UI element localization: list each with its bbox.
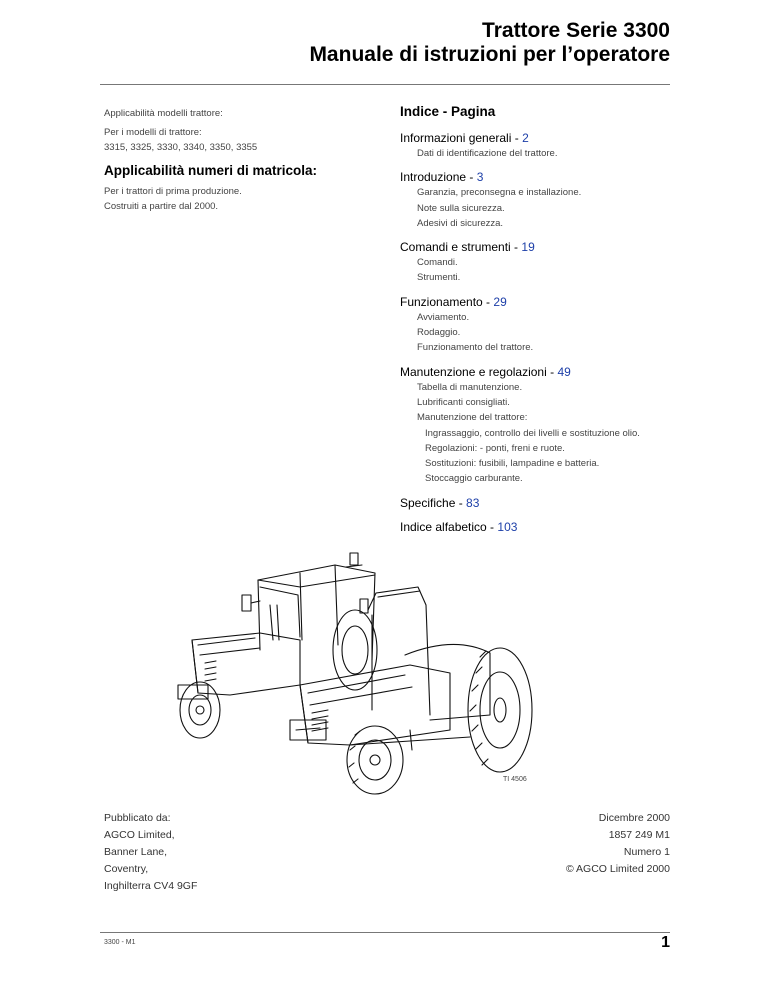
toc-entry-label: Manutenzione e regolazioni - bbox=[400, 364, 558, 379]
footer-doc-code: 3300 - M1 bbox=[104, 939, 136, 946]
models-list: 3315, 3325, 3330, 3340, 3350, 3355 bbox=[104, 142, 258, 153]
copyright: © AGCO Limited 2000 bbox=[565, 863, 670, 875]
models-intro: Per i modelli di trattore: bbox=[104, 127, 202, 138]
toc-entry[interactable] bbox=[400, 169, 700, 185]
illustration-label: TI 4506 bbox=[503, 776, 527, 783]
toc-subitem: Manutenzione del trattore: bbox=[417, 412, 528, 424]
toc-subsubitem: Ingrassaggio, controllo dei livelli e sostituzione olio. bbox=[425, 427, 640, 439]
toc-subitem: Lubrificanti consigliati. bbox=[417, 396, 510, 408]
toc-subsubitem: Regolazioni: - ponti, freni e ruote. bbox=[425, 442, 565, 454]
toc-page-link[interactable]: 3 bbox=[476, 170, 484, 185]
publication-code: 1857 249 M1 bbox=[608, 829, 670, 841]
toc-subitem: Strumenti. bbox=[417, 272, 461, 284]
toc-entry[interactable] bbox=[400, 130, 700, 146]
tractor-back bbox=[178, 553, 377, 738]
toc-subitem: Dati di identificazione del trattore. bbox=[417, 148, 558, 159]
document-title bbox=[309, 19, 670, 67]
toc-entry[interactable] bbox=[400, 239, 700, 255]
toc-entry-label: Comandi e strumenti - bbox=[400, 240, 522, 255]
serial-heading: Applicabilità numeri di matricola: bbox=[104, 163, 318, 178]
title-line-1: Trattore Serie 3300 bbox=[482, 19, 670, 42]
serial-line-2: Costruiti a partire dal 2000. bbox=[104, 201, 219, 212]
toc-section bbox=[400, 519, 700, 535]
page-number: 1 bbox=[661, 934, 670, 951]
toc-entry[interactable] bbox=[400, 364, 700, 380]
toc-subsubitem: Stoccaggio carburante. bbox=[425, 473, 523, 485]
toc-page-link[interactable]: 29 bbox=[493, 294, 507, 309]
publisher-line: Inghilterra CV4 9GF bbox=[104, 880, 198, 892]
toc-title: Indice - Pagina bbox=[400, 104, 496, 119]
toc-section bbox=[400, 169, 700, 231]
toc-entry-label: Introduzione - bbox=[400, 170, 477, 185]
toc-subitem: Avviamento. bbox=[417, 311, 470, 323]
tractor-front bbox=[290, 587, 532, 794]
toc-section bbox=[400, 130, 700, 161]
toc-entry[interactable] bbox=[400, 294, 700, 310]
toc-page-link[interactable]: 83 bbox=[466, 495, 480, 510]
publisher-line: Banner Lane, bbox=[104, 846, 168, 858]
publication-number: Numero 1 bbox=[623, 846, 670, 858]
toc-subitem: Note sulla sicurezza. bbox=[417, 202, 505, 214]
toc-subitem: Adesivi di sicurezza. bbox=[417, 217, 504, 229]
bottom-divider bbox=[100, 932, 670, 933]
toc-entry[interactable] bbox=[400, 519, 700, 535]
toc-subitem: Garanzia, preconsegna e installazione. bbox=[417, 187, 582, 199]
top-divider bbox=[100, 84, 670, 85]
table-of-contents bbox=[400, 104, 700, 543]
toc-entry-label: Indice alfabetico - bbox=[400, 519, 498, 534]
serial-line-1: Per i trattori di prima produzione. bbox=[104, 186, 242, 197]
publication-date: Dicembre 2000 bbox=[598, 812, 670, 824]
toc-page-link[interactable]: 49 bbox=[557, 364, 571, 379]
tractor-illustration-icon bbox=[150, 545, 540, 795]
title-line-2: Manuale di istruzioni per l’operatore bbox=[309, 43, 670, 66]
toc-section bbox=[400, 364, 700, 487]
toc-subitem: Comandi. bbox=[417, 257, 458, 269]
toc-subitem: Tabella di manutenzione. bbox=[417, 381, 523, 393]
toc-subitem: Rodaggio. bbox=[417, 327, 461, 339]
toc-section bbox=[400, 294, 700, 356]
publisher-line: AGCO Limited, bbox=[104, 829, 175, 841]
publication-info bbox=[566, 810, 670, 878]
models-heading: Applicabilità modelli trattore: bbox=[104, 108, 223, 119]
toc-entry-label: Specifiche - bbox=[400, 495, 467, 510]
toc-entry-label: Funzionamento - bbox=[400, 294, 494, 309]
publisher-block bbox=[104, 810, 197, 895]
applicability-section bbox=[104, 106, 364, 214]
toc-subitem: Funzionamento del trattore. bbox=[417, 342, 534, 354]
publisher-line: Coventry, bbox=[104, 863, 149, 875]
toc-entry-label: Informazioni generali - bbox=[400, 131, 523, 145]
toc-section bbox=[400, 239, 700, 286]
toc-section bbox=[400, 495, 700, 511]
publisher-line: Pubblicato da: bbox=[104, 812, 171, 824]
toc-entry[interactable] bbox=[400, 495, 700, 511]
toc-page-link[interactable]: 2 bbox=[522, 131, 529, 145]
toc-subsubitem: Sostituzioni: fusibili, lampadine e batteria. bbox=[425, 458, 600, 470]
toc-page-link[interactable]: 103 bbox=[497, 519, 518, 534]
toc-page-link[interactable]: 19 bbox=[521, 240, 535, 255]
